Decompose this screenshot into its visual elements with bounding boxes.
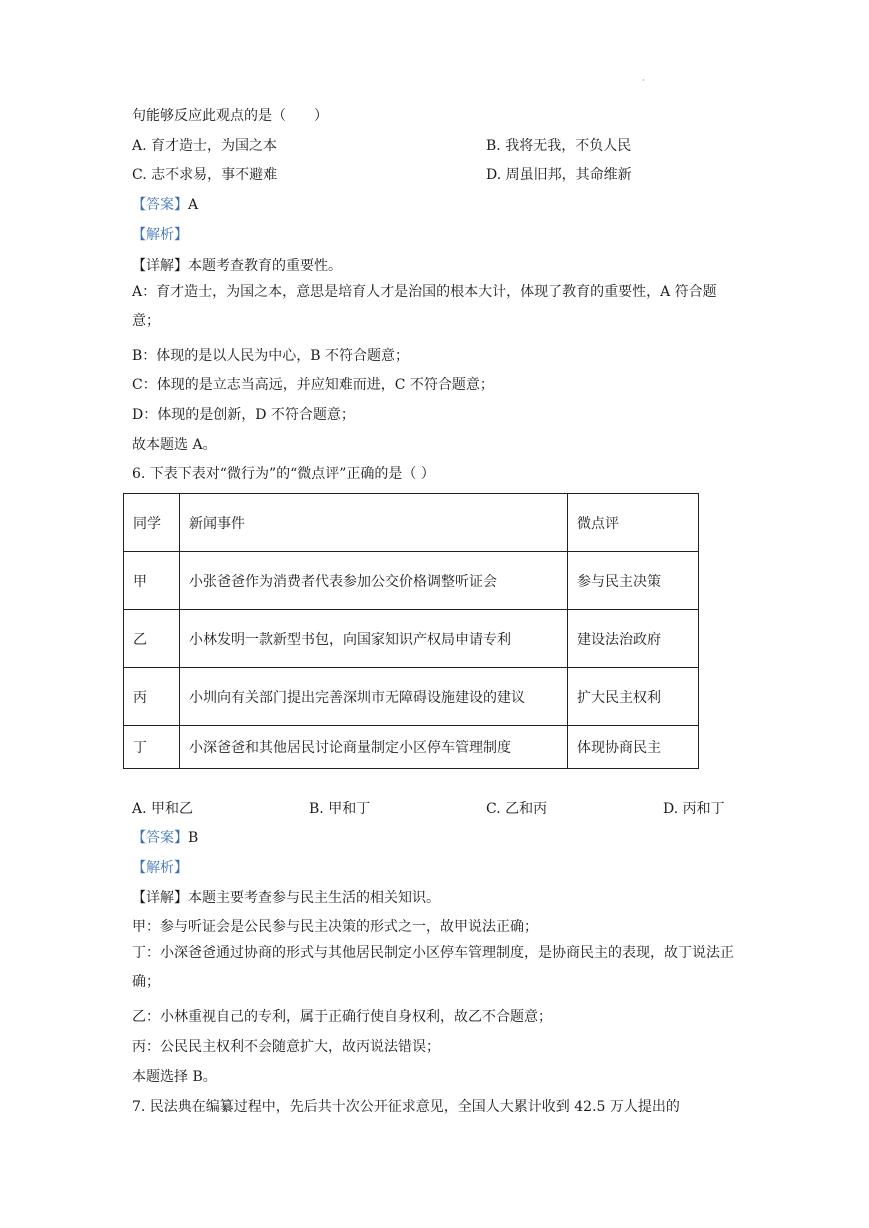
detail-intro: 本题考查教育的重要性。 bbox=[188, 258, 342, 274]
table-cell: 扩大民主权利 bbox=[568, 668, 699, 726]
table-cell: 乙 bbox=[124, 610, 180, 668]
table-row bbox=[124, 610, 699, 668]
q6-detail bbox=[132, 887, 440, 907]
q7-stem: 7. 民法典在编纂过程中，先后共十次公开征求意见，全国人大累计收到 42.5 万人提出的 bbox=[132, 1099, 680, 1115]
q6-line-ding: 丁：小深爸爸通过协商的形式与其他居民制定小区停车管理制度，是协商民主的表现，故丁说法正确； bbox=[132, 945, 734, 990]
table-cell: 甲 bbox=[124, 552, 180, 610]
header-student: 同学 bbox=[124, 494, 180, 552]
detail-tag: 【详解】 bbox=[132, 890, 188, 906]
q6-option-a: A. 甲和乙 bbox=[132, 801, 194, 817]
table-cell: 建设法治政府 bbox=[568, 610, 699, 668]
q5-option-d: D. 周虽旧邦，其命维新 bbox=[486, 167, 632, 183]
answer-value: B bbox=[188, 830, 199, 846]
q6-line-bing: 丙：公民民主权利不会随意扩大，故丙说法错误； bbox=[132, 1039, 440, 1055]
q6-answer bbox=[132, 827, 198, 847]
q6-option-b: B. 甲和丁 bbox=[309, 801, 371, 817]
header-news-event: 新闻事件 bbox=[180, 494, 568, 552]
detail-tag: 【详解】 bbox=[132, 258, 188, 274]
table-cell: 小圳向有关部门提出完善深圳市无障碍设施建设的建议 bbox=[180, 668, 568, 726]
answer-tag: 【答案】 bbox=[132, 197, 188, 213]
table-cell: 丙 bbox=[124, 668, 180, 726]
table-cell: 体现协商民主 bbox=[568, 726, 699, 769]
q5-line-b: B：体现的是以人民为中心，B 不符合题意； bbox=[132, 348, 410, 364]
q5-line-c: C：体现的是立志当高远，并应知难而进，C 不符合题意； bbox=[132, 377, 494, 393]
q6-line-yi: 乙：小林重视自己的专利，属于正确行使自身权利，故乙不合题意； bbox=[132, 1009, 552, 1025]
table-header-row bbox=[124, 494, 699, 552]
detail-intro: 本题主要考查参与民主生活的相关知识。 bbox=[188, 890, 440, 906]
answer-tag: 【答案】 bbox=[132, 830, 188, 846]
q5-analysis-tag: 【解析】 bbox=[132, 227, 188, 243]
q5-line-d: D：体现的是创新，D 不符合题意； bbox=[132, 407, 355, 423]
table-cell: 丁 bbox=[124, 726, 180, 769]
q5-line-a: A：育才造士，为国之本，意思是培育人才是治国的根本大计，体现了教育的重要性，A 符合题意； bbox=[132, 284, 717, 329]
q5-conclusion: 故本题选 A。 bbox=[132, 437, 217, 453]
table-row bbox=[124, 668, 699, 726]
table-row bbox=[124, 552, 699, 610]
q5-answer bbox=[132, 194, 198, 214]
header-comment: 微点评 bbox=[568, 494, 699, 552]
q6-conclusion: 本题选择 B。 bbox=[132, 1069, 217, 1085]
q6-analysis-tag: 【解析】 bbox=[132, 860, 188, 876]
q5-option-b: B. 我将无我，不负人民 bbox=[486, 138, 632, 154]
q5-option-c: C. 志不求易，事不避难 bbox=[132, 167, 278, 183]
table-row bbox=[124, 726, 699, 769]
page-mark: · bbox=[642, 76, 645, 85]
q6-table bbox=[123, 493, 699, 769]
q6-line-jia: 甲：参与听证会是公民参与民主决策的形式之一，故甲说法正确； bbox=[132, 919, 538, 935]
table-cell: 小深爸爸和其他居民讨论商量制定小区停车管理制度 bbox=[180, 726, 568, 769]
q6-stem: 6. 下表下表对“微行为”的“微点评”正确的是（ ） bbox=[132, 466, 435, 482]
q5-option-a: A. 育才造士，为国之本 bbox=[132, 138, 278, 154]
q5-detail bbox=[132, 255, 342, 275]
table-cell: 小林发明一款新型书包，向国家知识产权局申请专利 bbox=[180, 610, 568, 668]
q5-stem-tail: 句能够反应此观点的是（ ） bbox=[132, 108, 328, 124]
table-cell: 小张爸爸作为消费者代表参加公交价格调整听证会 bbox=[180, 552, 568, 610]
q6-option-d: D. 丙和丁 bbox=[663, 801, 725, 817]
q6-option-c: C. 乙和丙 bbox=[486, 801, 548, 817]
answer-value: A bbox=[188, 197, 199, 213]
table-cell: 参与民主决策 bbox=[568, 552, 699, 610]
